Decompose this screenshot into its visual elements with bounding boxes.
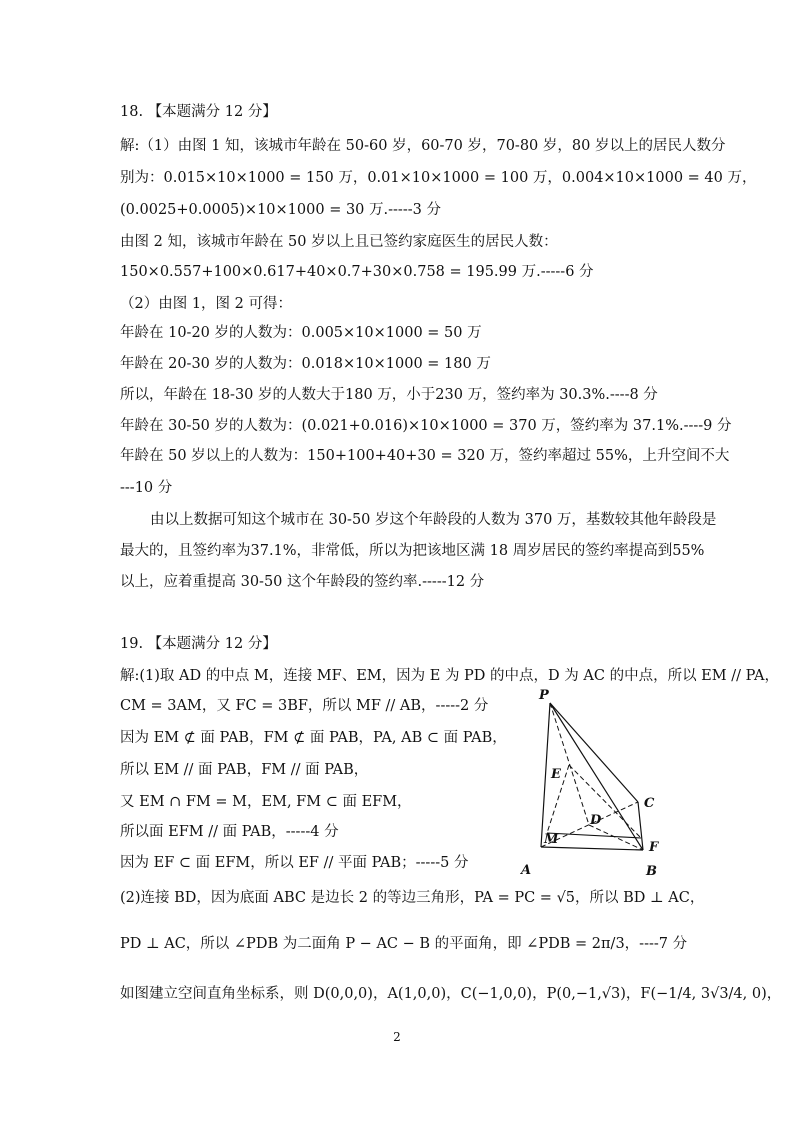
q19-line-1: 解:(1)取 AD 的中点 M，连接 MF、EM，因为 E 为 PD 的中点，D 为 AC 的中点，所以 EM // PA， (120, 668, 779, 684)
edge-PA (541, 703, 550, 847)
q19-line-6: 所以面 EFM // 面 PAB，-----4 分 (120, 824, 339, 840)
q19-line-2: CM = 3AM，又 FC = 3BF，所以 MF // AB，-----2 分 (120, 698, 489, 714)
label-A: A (521, 863, 532, 878)
q18-line-1: 解:（1）由图 1 知，该城市年龄在 50-60 岁，60-70 岁，70-80 岁，80 岁以上的居民人数分 (120, 138, 726, 154)
q19-line-10: 如图建立空间直角坐标系，则 D(0,0,0)，A(1,0,0)，C(−1,0,0)，P(0,−1,√3)，F(−1/4, 3√3/4, 0)， (120, 986, 782, 1002)
q18-line-3: (0.0025+0.0005)×10×1000 = 30 万.-----3 分 (120, 202, 441, 218)
q18-line-15: 以上，应着重提高 30-50 这个年龄段的签约率.-----12 分 (120, 574, 485, 590)
q18-line-11: 年龄在 50 岁以上的人数为：150+100+40+30 = 320 万，签约率超过 55%，上升空间不大 (120, 448, 730, 464)
q19-heading: 19. 【本题满分 12 分】 (120, 636, 277, 652)
q18-heading: 18. 【本题满分 12 分】 (120, 104, 277, 120)
segment-MF (547, 833, 641, 838)
q18-line-13: 由以上数据可知这个城市在 30-50 岁这个年龄段的人数为 370 万，基数较其他年龄段是 (150, 512, 717, 528)
q19-line-7: 因为 EF ⊂ 面 EFM，所以 EF // 平面 PAB；-----5 分 (120, 855, 469, 871)
edge-AB (541, 847, 643, 850)
q19-line-5: 又 EM ∩ FM = M，EM, FM ⊂ 面 EFM， (120, 794, 412, 810)
label-E: E (551, 767, 561, 782)
q18-line-9: 所以，年龄在 18-30 岁的人数大于180 万，小于230 万，签约率为 30.3%.----8 分 (120, 387, 658, 403)
q19-line-4: 所以 EM // 面 PAB，FM // 面 PAB， (120, 762, 369, 778)
q18-line-4: 由图 2 知，该城市年龄在 50 岁以上且已签约家庭医生的居民人数： (120, 234, 558, 250)
q18-line-5: 150×0.557+100×0.617+40×0.7+30×0.758 = 195.99 万.-----6 分 (120, 264, 594, 280)
label-P: P (539, 688, 549, 703)
pyramid-figure (505, 685, 680, 880)
label-D: D (590, 813, 602, 828)
label-F: F (649, 840, 659, 855)
q18-line-7: 年龄在 10-20 岁的人数为：0.005×10×1000 = 50 万 (120, 325, 482, 341)
label-C: C (644, 796, 655, 811)
label-B: B (646, 864, 657, 879)
q19-line-9: PD ⊥ AC，所以 ∠PDB 为二面角 P − AC − B 的平面角，即 ∠PDB = 2π/3，----7 分 (120, 936, 688, 952)
q18-line-8: 年龄在 20-30 岁的人数为：0.018×10×1000 = 180 万 (120, 356, 491, 372)
edge-PC (550, 703, 638, 802)
q18-line-12: ---10 分 (120, 480, 173, 496)
q18-line-2: 别为：0.015×10×1000 = 150 万，0.01×10×1000 = 100 万，0.004×10×1000 = 40 万， (120, 170, 757, 186)
label-M: M (544, 832, 559, 847)
page-number: 2 (393, 1030, 401, 1044)
q18-line-6: （2）由图 1，图 2 可得： (120, 296, 293, 312)
segment-EF (569, 765, 641, 838)
q19-line-3: 因为 EM ⊄ 面 PAB，FM ⊄ 面 PAB，PA, AB ⊂ 面 PAB， (120, 730, 507, 746)
q18-line-14: 最大的，且签约率为37.1%，非常低，所以为把该地区满 18 周岁居民的签约率提高到55% (120, 543, 705, 559)
q19-line-8: (2)连接 BD，因为底面 ABC 是边长 2 的等边三角形，PA = PC = √5，所以 BD ⊥ AC， (120, 890, 705, 906)
q18-line-10: 年龄在 30-50 岁的人数为：(0.021+0.016)×10×1000 = 370 万，签约率为 37.1%.----9 分 (120, 418, 732, 434)
